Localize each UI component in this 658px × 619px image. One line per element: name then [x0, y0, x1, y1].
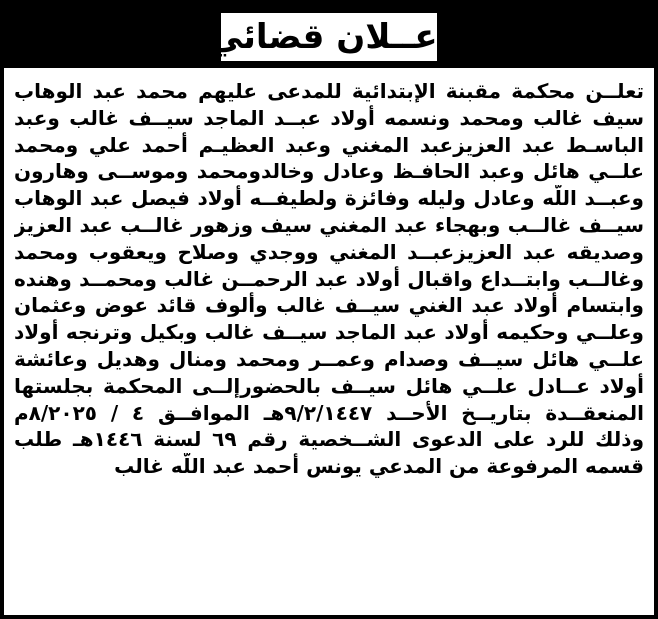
- notice-line: أولاد عــادل علــي هائل سيــف بالحضورإلــى المحكمة بجلستها: [14, 373, 644, 398]
- notice-line: قسمه المرفوعة من المدعي يونس أحمد عبد اللّه غالب: [114, 454, 644, 479]
- notice-body: [14, 78, 644, 480]
- title-box: [208, 10, 450, 64]
- notice-line: علــي هائل سيــف وصدام وعمــر ومحمد ومنال وهديل وعائشة: [14, 346, 644, 371]
- notice-title: إعــلان قضائي: [208, 17, 450, 57]
- notice-line: وعبــد اللّه وعادل وليله وفائزة ولطيفــه أولاد فيصل عبد الوهاب: [14, 186, 644, 211]
- notice-line: علــي هائل وعبد الحافـظ وعادل وخالدومحمد وموســى وهارون: [14, 159, 644, 184]
- notice-line: وابتسام أولاد عبد الغني سيــف غالب وألوف قائد عوض وعثمان: [14, 293, 644, 318]
- notice-line: وغالــب وابتــداع واقبال أولاد عبد الرحمــن غالب ومحمــد وهنده: [14, 266, 644, 291]
- notice-line: المنعقــدة بتاريــخ الأحــد ٩/٢/١٤٤٧هـ الموافــق ٤ / ٨/٢٠٢٥م: [14, 400, 644, 425]
- notice-line: الباسـط عبد العزيزعبد المغني وعبد العظيـم أحمد علي ومحمد: [14, 132, 644, 157]
- notice-line: وعلــي وحكيمه أولاد عبد الماجد سيــف غالب وبكيل وترنجه أولاد: [14, 320, 644, 345]
- notice-line: تعلــن محكمة مقبنة الإبتدائية للمدعى عليهم محمد عبد الوهاب: [14, 79, 644, 103]
- notice-line: وذلك للرد على الدعوى الشــخصية رقم ٦٩ لسنة ١٤٤٦هـ طلب: [14, 427, 644, 452]
- notice-line: سيــف غالــب وبهجاء عبد المغني سيف وزهور غالــب عبد العزيز: [14, 212, 644, 237]
- notice-line: سيف غالب ومحمد ونسمه أولاد عبــد الماجد سيــف غالب وعبد: [14, 105, 644, 130]
- notice-line: وصديقه عبد العزيزعبــد المغني ووجدي وصلاح ويعقوب ومحمد: [14, 239, 644, 264]
